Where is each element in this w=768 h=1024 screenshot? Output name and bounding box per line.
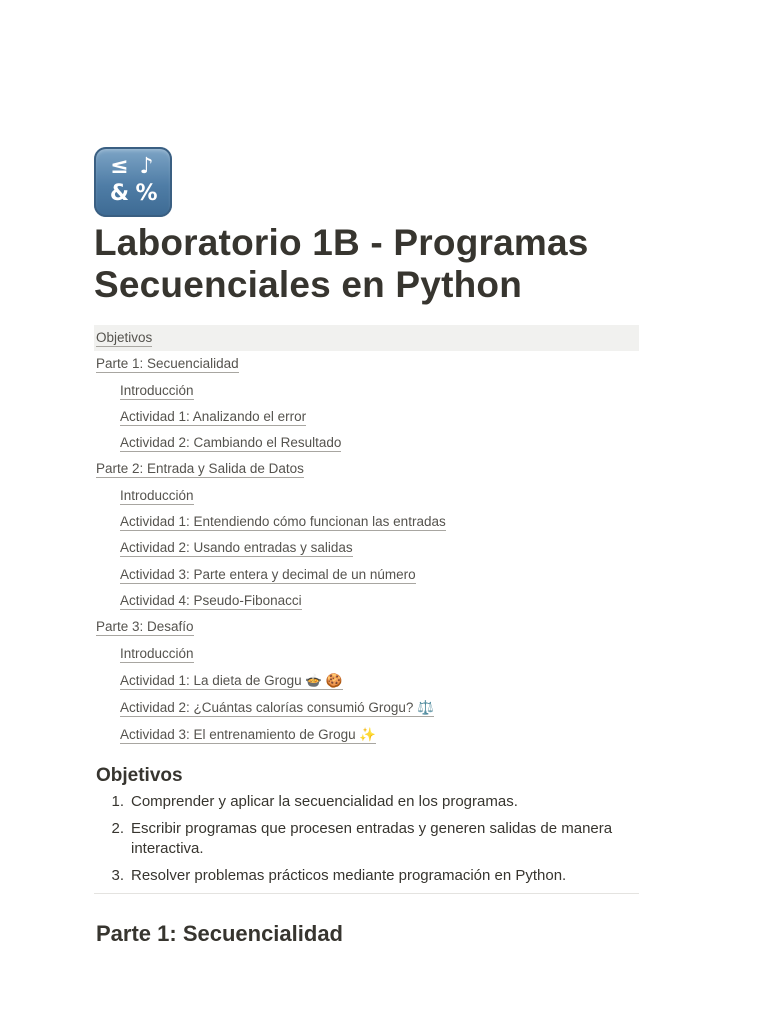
toc-item[interactable] [94, 483, 639, 509]
toc-item[interactable] [94, 378, 639, 404]
toc-link[interactable]: Introducción [120, 382, 194, 398]
page-title-line-1: Laboratorio 1B - Programas [94, 222, 589, 263]
toc-link[interactable]: Introducción [120, 487, 194, 503]
toc-link[interactable]: Actividad 1: Analizando el error [120, 408, 307, 424]
notion-page [94, 147, 639, 947]
toc-link[interactable]: Introducción [120, 645, 194, 661]
toc-link[interactable]: Parte 2: Entrada y Salida de Datos [96, 461, 304, 477]
list-text: Escribir programas que procesen entradas y generen salidas de manera interactiva. [131, 819, 613, 858]
list-item [94, 819, 614, 860]
toc-link[interactable]: Objetivos [96, 330, 153, 345]
icon-glyph-1: ≤ [110, 154, 129, 179]
toc-link[interactable]: Actividad 2: Usando entradas y salidas [120, 540, 353, 556]
toc-link[interactable]: Actividad 1: La dieta de Grogu 🍲 🍪 [120, 672, 343, 688]
objectives-list [94, 792, 614, 887]
toc-item[interactable] [94, 667, 639, 694]
toc-link[interactable]: Parte 1: Secuencialidad [96, 356, 239, 372]
toc-item[interactable] [94, 562, 639, 588]
page-title-line-2: Secuenciales en Python [94, 264, 523, 305]
page-title [94, 222, 639, 306]
table-of-contents [94, 325, 639, 748]
list-text: Resolver problemas prácticos mediante programación en Python. [131, 867, 567, 885]
toc-item[interactable] [94, 641, 639, 667]
toc-item[interactable] [94, 721, 639, 748]
icon-glyph-4: % [135, 181, 158, 206]
toc-item[interactable] [94, 430, 639, 456]
toc-link[interactable]: Parte 3: Desafío [96, 619, 194, 635]
toc-link[interactable]: Actividad 1: Entendiendo cómo funcionan las entradas [120, 514, 446, 530]
part1-heading: Parte 1: Secuencialidad [96, 921, 343, 947]
toc-item[interactable] [94, 456, 639, 482]
list-number: 3. [111, 867, 124, 885]
toc-item[interactable] [94, 404, 639, 430]
symbols-input-icon[interactable] [94, 147, 172, 217]
divider [94, 893, 639, 894]
list-number: 2. [111, 819, 124, 837]
toc-link[interactable]: Actividad 2: ¿Cuántas calorías consumió Grogu? ⚖️ [120, 699, 434, 715]
toc-link[interactable]: Actividad 3: El entrenamiento de Grogu ✨ [120, 726, 377, 742]
list-number: 1. [111, 792, 124, 810]
toc-link[interactable]: Actividad 4: Pseudo-Fibonacci [120, 592, 302, 608]
toc-item[interactable] [94, 325, 639, 351]
icon-glyph-3: & [109, 181, 130, 206]
toc-item[interactable] [94, 614, 639, 640]
toc-item[interactable] [94, 588, 639, 614]
toc-item[interactable] [94, 351, 639, 377]
toc-item[interactable] [94, 694, 639, 721]
toc-link[interactable]: Actividad 2: Cambiando el Resultado [120, 435, 342, 451]
toc-item[interactable] [94, 535, 639, 561]
toc-link[interactable]: Actividad 3: Parte entera y decimal de un número [120, 566, 416, 582]
objectives-heading: Objetivos [96, 764, 183, 786]
icon-glyph-2: ♪ [139, 154, 154, 179]
list-text: Comprender y aplicar la secuencialidad en los programas. [131, 792, 518, 810]
list-item [94, 866, 614, 887]
list-item [94, 792, 614, 813]
toc-item[interactable] [94, 509, 639, 535]
